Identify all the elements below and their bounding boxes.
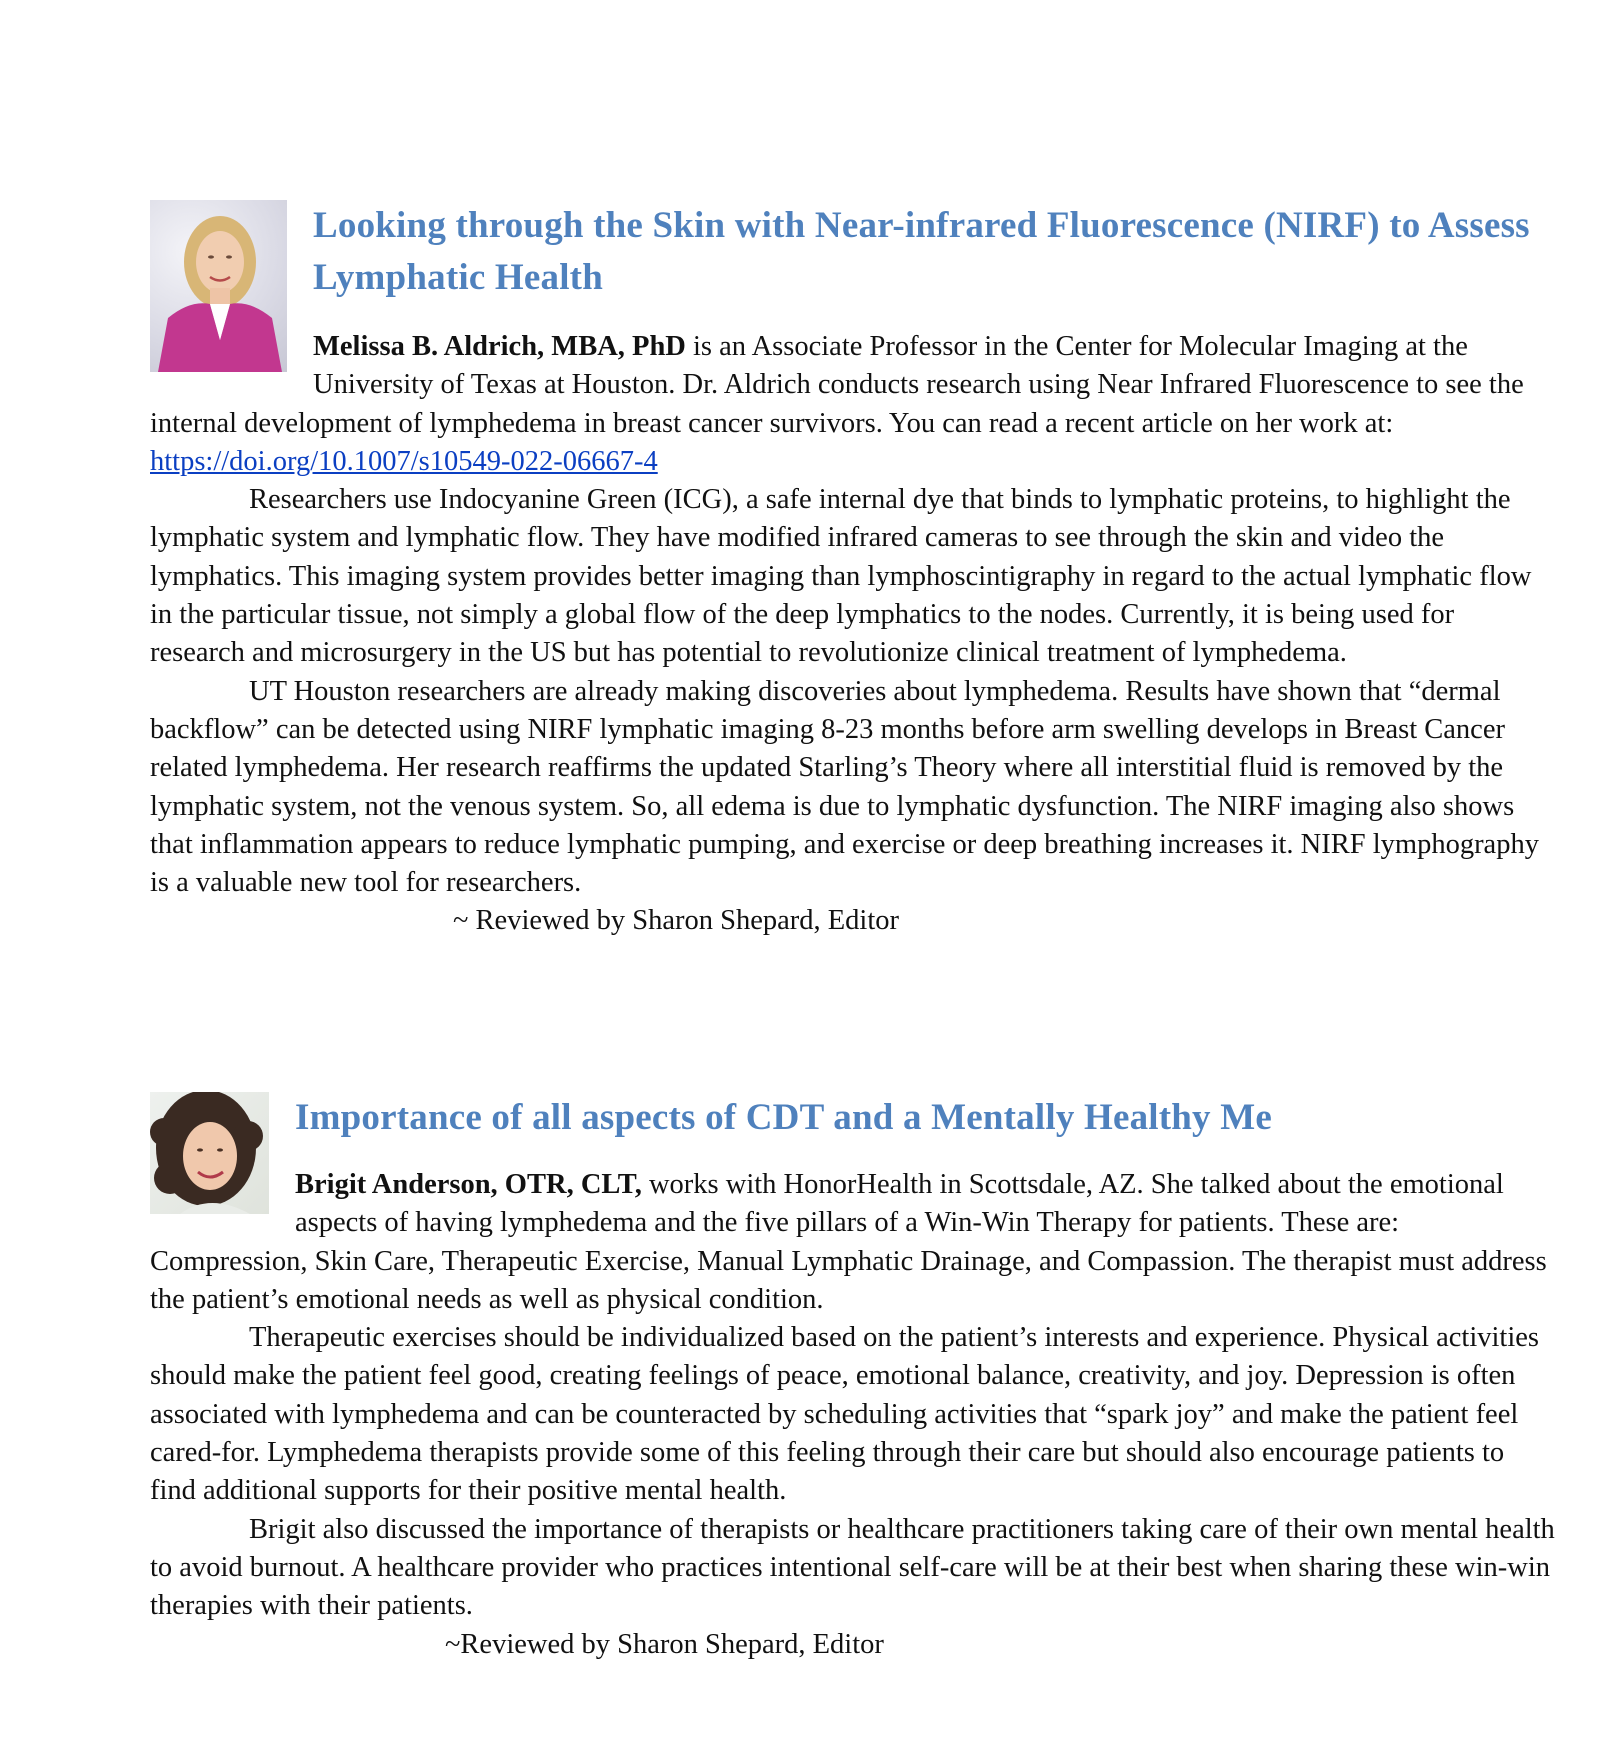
article-paragraph: Brigit also discussed the importance of therapists or healthcare practitioners taking care of their own mental health to avoid burnout. A healthcare provider who practices intentional self-care will be at their best when sharing these win-win therapies with their patients. <box>150 1513 1555 1622</box>
doi-link[interactable]: https://doi.org/10.1007/s10549-022-06667-4 <box>150 445 658 477</box>
intro-text: is an Associate Professor in the Center for Molecular Imaging at the University of Texas at Houston. Dr. Aldrich conducts research using Near Infrared Fluorescence to see the internal development of lymphedema in breast cancer survivors. You can read a recent article on her work at: <box>150 331 1524 439</box>
reviewer-signoff: ~ Reviewed by Sharon Shepard, Editor <box>453 905 899 937</box>
intro-text: works with HonorHealth in Scottsdale, AZ. She talked about the emotional aspects of having lymphedema and the five pillars of a Win-Win Therapy for patients. These are: Compression, Skin Care, Therapeutic Exercise, Manual Lymphatic Drainage, and Compassion. The therapist must address the patient’s emotional needs as well as physical condition. <box>150 1169 1547 1315</box>
article-paragraph: Researchers use Indocyanine Green (ICG), a safe internal dye that binds to lymphatic proteins, to highlight the lymphatic system and lymphatic flow. They have modified infrared cameras to see through the skin and video the lymphatics. This imaging system provides better imaging than lymphoscintigraphy in regard to the actual lymphatic flow in the particular tissue, not simply a global flow of the deep lymphatics to the nodes. Currently, it is being used for research and microsurgery in the US but has potential to revolutionize clinical treatment of lymphedema. <box>150 484 1532 669</box>
article-title: Importance of all aspects of CDT and a Mentally Healthy Me <box>295 1097 1272 1138</box>
article-intro <box>150 1166 1555 1319</box>
author-photo-anderson <box>150 1092 269 1214</box>
author-name: Brigit Anderson, OTR, CLT, <box>295 1169 642 1200</box>
author-name: Melissa B. Aldrich, MBA, PhD <box>313 331 686 362</box>
portrait-icon <box>150 1092 269 1214</box>
article-cdt <box>150 1092 1555 1664</box>
portrait-icon <box>150 200 287 372</box>
article-nirf <box>150 200 1555 941</box>
author-photo-aldrich <box>150 200 287 372</box>
article-title: Looking through the Skin with Near-infrared Fluorescence (NIRF) to Assess Lymphatic Health <box>313 205 1530 298</box>
article-paragraph: Therapeutic exercises should be individualized based on the patient’s interests and experience. Physical activities should make the patient feel good, creating feelings of peace, emotional balance, creativity, and joy. Depression is often associated with lymphedema and can be counteracted by scheduling activities that “spark joy” and make the patient feel cared-for. Lymphedema therapists provide some of this feeling through their care but should also encourage patients to find additional supports for their positive mental health. <box>150 1322 1539 1507</box>
reviewer-signoff: ~Reviewed by Sharon Shepard, Editor <box>445 1628 884 1660</box>
article-intro <box>150 328 1555 481</box>
article-paragraph: UT Houston researchers are already making discoveries about lymphedema. Results have shown that “dermal backflow” can be detected using NIRF lymphatic imaging 8-23 months before arm swelling develops in Breast Cancer related lymphedema. Her research reaffirms the updated Starling’s Theory where all interstitial fluid is removed by the lymphatic system, not the venous system. So, all edema is due to lymphatic dysfunction. The NIRF imaging also shows that inflammation appears to reduce lymphatic pumping, and exercise or deep breathing increases it. NIRF lymphography is a valuable new tool for researchers. <box>150 675 1539 899</box>
